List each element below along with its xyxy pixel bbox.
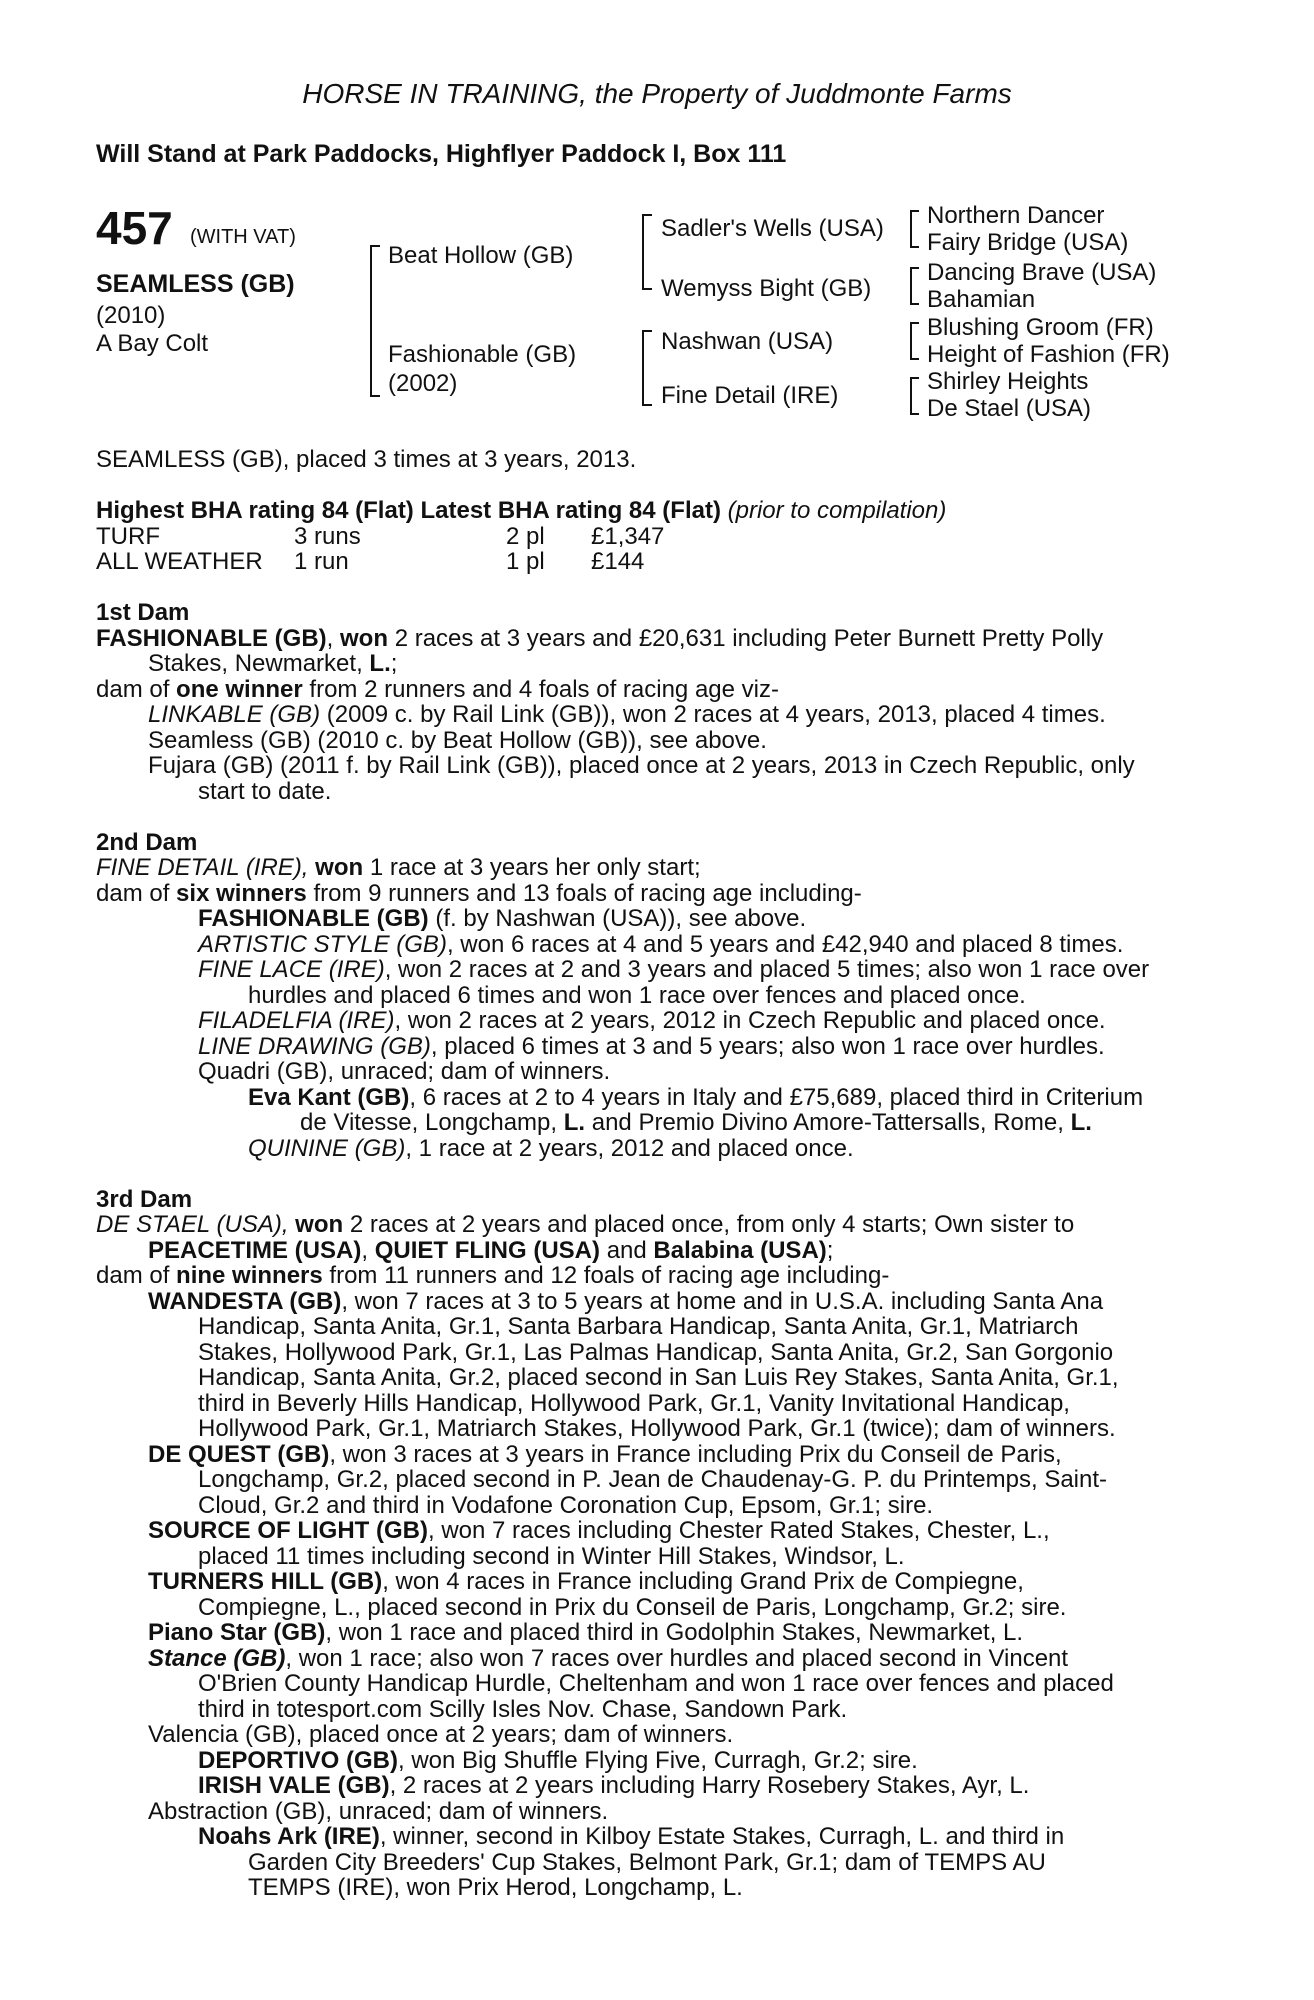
dam3-record: DE STAEL (USA), won 2 races at 2 years and placed once, from only 4 starts; Own sister to — [96, 1211, 1075, 1238]
dam2-offspring-3: FINE LACE (IRE), won 2 races at 2 and 3 years and placed 5 times; also won 1 race over — [198, 956, 1150, 983]
summary-line: SEAMLESS (GB), placed 3 times at 3 years, 2013. — [96, 446, 637, 473]
pedigree-brace-5 — [910, 267, 919, 305]
catalogue-body — [96, 447, 1200, 1901]
dam1-heading: 1st Dam — [96, 599, 190, 626]
dam3-stance-l2: O'Brien County Handicap Hurdle, Cheltenham and won 1 race over fences and placed — [198, 1670, 1114, 1697]
pedigree-brace-3 — [642, 330, 652, 406]
dam3-source-l2: placed 11 times including second in Winter Hill Stakes, Windsor, L. — [198, 1542, 905, 1570]
pedigree-g1: Northern Dancer — [927, 202, 1105, 229]
dam2-grand-2: QUININE (GB), 1 race at 2 years, 2012 and placed once. — [248, 1134, 854, 1162]
record-row-allweather: ALL WEATHER 1 run 1 pl £144 — [96, 548, 645, 575]
dam3-noahs: Noahs Ark (IRE), winner, second in Kilboy Estate Stakes, Curragh, L. and third in — [198, 1823, 1065, 1850]
dam2-grand-1: Eva Kant (GB), 6 races at 2 to 4 years in Italy and £75,689, placed third in Criterium — [248, 1083, 1144, 1111]
dam3-dequest: DE QUEST (GB), won 3 races at 3 years in France including Prix du Conseil de Paris, — [148, 1440, 1062, 1468]
pedigree-brace-6 — [910, 322, 919, 360]
dam1-damof: dam of one winner from 2 runners and 4 foals of racing age viz- — [96, 675, 779, 703]
pedigree-g6: Height of Fashion (FR) — [927, 341, 1170, 368]
pedigree-sire-dam: Wemyss Bight (GB) — [661, 275, 872, 302]
pedigree-brace-4 — [910, 210, 919, 248]
dam2-offspring-2: ARTISTIC STYLE (GB), won 6 races at 4 and 5 years and £42,940 and placed 8 times. — [198, 930, 1124, 958]
dam2-damof: dam of six winners from 9 runners and 13 foals of racing age including- — [96, 879, 862, 907]
dam2-offspring-3-cont: hurdles and placed 6 times and won 1 race over fences and placed once. — [248, 981, 1026, 1009]
rating-note: (prior to compilation) — [727, 497, 947, 524]
pedigree-g5: Blushing Groom (FR) — [927, 314, 1154, 341]
dam1-produce-3-cont: start to date. — [198, 777, 332, 805]
dam3-irish: IRISH VALE (GB), 2 races at 2 years including Harry Rosebery Stakes, Ayr, L. — [198, 1772, 1030, 1799]
dam3-wandesta: WANDESTA (GB), won 7 races at 3 to 5 years at home and in U.S.A. including Santa Ana — [148, 1287, 1104, 1315]
dam1-record: FASHIONABLE (GB), won 2 races at 3 years and £20,631 including Peter Burnett Pretty Polly — [96, 624, 1104, 652]
dam3-heading: 3rd Dam — [96, 1185, 193, 1213]
dam3-damof: dam of nine winners from 11 runners and 12 foals of racing age including- — [96, 1262, 890, 1289]
dam3-wandesta-l3: Stakes, Hollywood Park, Gr.1, Las Palmas Handicap, Santa Anita, Gr.2, San Gorgonio — [198, 1338, 1114, 1366]
dam3-deportivo: DEPORTIVO (GB), won Big Shuffle Flying Five, Curragh, Gr.2; sire. — [198, 1746, 918, 1774]
horse-name: SEAMLESS (GB) — [96, 270, 295, 298]
dam3-stance-l3: third in totesport.com Scilly Isles Nov. Chase, Sandown Park. — [198, 1695, 848, 1723]
dam3-noahs-l2: Garden City Breeders' Cup Stakes, Belmont Park, Gr.1; dam of TEMPS AU — [248, 1848, 1046, 1876]
dam3-source: SOURCE OF LIGHT (GB), won 7 races including Chester Rated Stakes, Chester, L., — [148, 1517, 1050, 1544]
dam3-stance: Stance (GB), won 1 race; also won 7 races over hurdles and placed second in Vincent — [148, 1644, 1069, 1672]
pedigree-g2: Fairy Bridge (USA) — [927, 229, 1129, 256]
dam3-abstraction: Abstraction (GB), unraced; dam of winners. — [148, 1797, 609, 1825]
pedigree-brace-2 — [642, 214, 652, 290]
dam3-wandesta-l2: Handicap, Santa Anita, Gr.1, Santa Barbara Handicap, Santa Anita, Gr.1, Matriarch — [198, 1313, 1079, 1340]
dam1-produce-1: LINKABLE (GB) (2009 c. by Rail Link (GB)), won 2 races at 4 years, 2013, placed 4 times. — [148, 701, 1106, 728]
dam3-wandesta-l5: third in Beverly Hills Handicap, Hollywood Park, Gr.1, Vanity Invitational Handicap, — [198, 1389, 1070, 1417]
dam3-turners: TURNERS HILL (GB), won 4 races in France including Grand Prix de Compiegne, — [148, 1568, 1024, 1595]
dam2-offspring-5: LINE DRAWING (GB), placed 6 times at 3 and 5 years; also won 1 race over hurdles. — [198, 1032, 1105, 1060]
dam3-dequest-l3: Cloud, Gr.2 and third in Vodafone Coronation Cup, Epsom, Gr.1; sire. — [198, 1491, 934, 1519]
rating-line — [96, 498, 1200, 524]
dam3-piano: Piano Star (GB), won 1 race and placed third in Godolphin Stakes, Newmarket, L. — [148, 1619, 1024, 1646]
dam3-dequest-l2: Longchamp, Gr.2, placed second in P. Jean de Chaudenay-G. P. du Printemps, Saint- — [198, 1466, 1108, 1493]
rating-bold: Highest BHA rating 84 (Flat) Latest BHA rating 84 (Flat) — [96, 497, 721, 524]
pedigree-g8: De Stael (USA) — [927, 395, 1092, 422]
pedigree-dam: Fashionable (GB) — [388, 341, 577, 368]
pedigree-sire-sire: Sadler's Wells (USA) — [661, 215, 884, 242]
horse-year: (2010) — [96, 302, 166, 329]
pedigree-dam-dam: Fine Detail (IRE) — [661, 382, 839, 409]
page-title: HORSE IN TRAINING, the Property of Juddmonte Farms — [302, 78, 1012, 109]
horse-description: A Bay Colt — [96, 330, 209, 357]
pedigree-dam-sire: Nashwan (USA) — [661, 328, 834, 355]
dam3-wandesta-l6: Hollywood Park, Gr.1, Matriarch Stakes, Hollywood Park, Gr.1 (twice); dam of winners. — [198, 1415, 1116, 1442]
dam3-turners-l2: Compiegne, L., placed second in Prix du Conseil de Paris, Longchamp, Gr.2; sire. — [198, 1593, 1067, 1621]
dam1-record-cont: Stakes, Newmarket, L.; — [148, 650, 398, 677]
pedigree-brace-1 — [370, 245, 380, 397]
pedigree-dam-year: (2002) — [388, 370, 458, 397]
dam2-offspring-6: Quadri (GB), unraced; dam of winners. — [198, 1058, 611, 1085]
dam2-heading: 2nd Dam — [96, 828, 198, 856]
pedigree-brace-7 — [910, 377, 919, 415]
dam1-produce-2: Seamless (GB) (2010 c. by Beat Hollow (GB)), see above. — [148, 726, 767, 754]
pedigree-sire: Beat Hollow (GB) — [388, 242, 574, 269]
lot-number: 457 — [96, 202, 173, 254]
dam2-grand-1-cont: de Vitesse, Longchamp, L. and Premio Divino Amore-Tattersalls, Rome, L. — [300, 1109, 1092, 1136]
dam2-offspring-4: FILADELFIA (IRE), won 2 races at 2 years, 2012 in Czech Republic and placed once. — [198, 1007, 1106, 1034]
dam3-sisters: PEACETIME (USA), QUIET FLING (USA) and Balabina (USA); — [148, 1236, 834, 1264]
dam3-valencia: Valencia (GB), placed once at 2 years; dam of winners. — [148, 1721, 734, 1748]
pedigree-g3: Dancing Brave (USA) — [927, 259, 1157, 286]
pedigree-g4: Bahamian — [927, 286, 1036, 313]
stand-location: Will Stand at Park Paddocks, Highflyer Paddock I, Box 111 — [96, 140, 787, 168]
dam2-offspring-1: FASHIONABLE (GB) (f. by Nashwan (USA)), see above. — [198, 905, 807, 932]
dam3-noahs-l3: TEMPS (IRE), won Prix Herod, Longchamp, L. — [248, 1874, 743, 1901]
dam3-wandesta-l4: Handicap, Santa Anita, Gr.2, placed second in San Luis Rey Stakes, Santa Anita, Gr.1, — [198, 1364, 1119, 1391]
dam2-record: FINE DETAIL (IRE), won 1 race at 3 years her only start; — [96, 854, 701, 881]
pedigree-g7: Shirley Heights — [927, 368, 1089, 395]
dam1-produce-3: Fujara (GB) (2011 f. by Rail Link (GB)), placed once at 2 years, 2013 in Czech Republic, only — [148, 752, 1135, 779]
record-row-turf: TURF 3 runs 2 pl £1,347 — [96, 522, 665, 550]
vat-note: (WITH VAT) — [190, 226, 296, 248]
